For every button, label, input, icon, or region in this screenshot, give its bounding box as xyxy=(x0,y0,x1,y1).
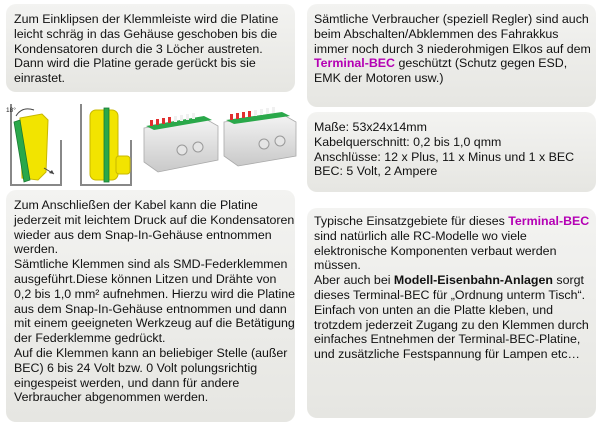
protection-text-1: Sämtliche Verbraucher (speziell Regler) sind auch beim Abschalten/Abklemmen des Fahrakkus immer noch durch 3 niederohmigen Elkos auf dem xyxy=(314,12,591,56)
use-cases-text xyxy=(314,214,598,362)
protection-text-2: geschützt (Schutz gegen ESD, EMK der Motoren usw.) xyxy=(314,56,568,86)
protection-description xyxy=(314,12,598,86)
housing-straight-illustration xyxy=(80,104,132,186)
specifications-text: Maße: 53x24x14mm Kabelquerschnitt: 0,2 bis 1,0 qmm Anschlüsse: 12 x Plus, 11 x Minus und 1 x BEC BEC: 5 Volt, 2 Ampere xyxy=(314,120,575,179)
terminal-bec-unit-right xyxy=(224,107,296,166)
mounting-diagram xyxy=(4,100,142,190)
mounting-instructions-text: Zum Einklipsen der Klemmleiste wird die Platine leicht schräg in das Gehäuse geschoben bis die Kondensatoren durch die 3 Löcher austreten. Dann wird die Platine gerade gerückt bis sie einrastet. xyxy=(14,12,279,86)
use-cases-part-1: Typische Einsatzgebiete für dieses xyxy=(314,214,509,228)
use-cases-part-3: sorgt dieses Terminal-BEC für „Ordnung unterm Tisch“. Einfach von unten an die Platte kleben, und trotzdem jederzeit Zugang zu den Klemmen durch einfaches Entnehmen der Terminal-BEC-Platine, und zusätzliche Festspannung für Lampen etc… xyxy=(314,273,589,362)
housing-tilted-illustration xyxy=(10,104,62,186)
angle-label: 18° xyxy=(6,107,16,114)
connection-instructions-text: Zum Anschließen der Kabel kann die Platine jederzeit mit leichtem Druck auf die Kondensatoren wieder aus dem Snap-In-Gehäuse entnommen werden. Sämtliche Klemmen sind als SMD-Federklemmen ausgeführt.Diese können Litzen und Drähte von 0,2 bis 1,0 mm² aufnehmen. Hierzu wird die Platine aus dem Snap-In-Gehäuse entnommen und dann mit einem geeigneten Werkzeug auf die Betätigung der Federklemme gedrückt. Auf die Klemmen kann an beliebiger Stelle (außer BEC) 6 bis 24 Volt bzw. 0 Volt polungsrichtig eingespeist werden, und dann für andere Verbraucher abgenommen werden. xyxy=(14,198,295,405)
product-photo xyxy=(142,104,300,184)
terminal-bec-highlight-2: Terminal-BEC xyxy=(508,214,590,228)
model-railway-bold: Modell-Eisenbahn-Anlagen xyxy=(393,273,553,288)
terminal-bec-unit-left xyxy=(144,113,218,172)
terminal-bec-highlight: Terminal-BEC xyxy=(314,56,396,71)
use-cases-part-2: sind natürlich alle RC-Modelle wo viele elektronische Komponenten verbaut werden müssen. Aber auch bei xyxy=(314,228,557,288)
